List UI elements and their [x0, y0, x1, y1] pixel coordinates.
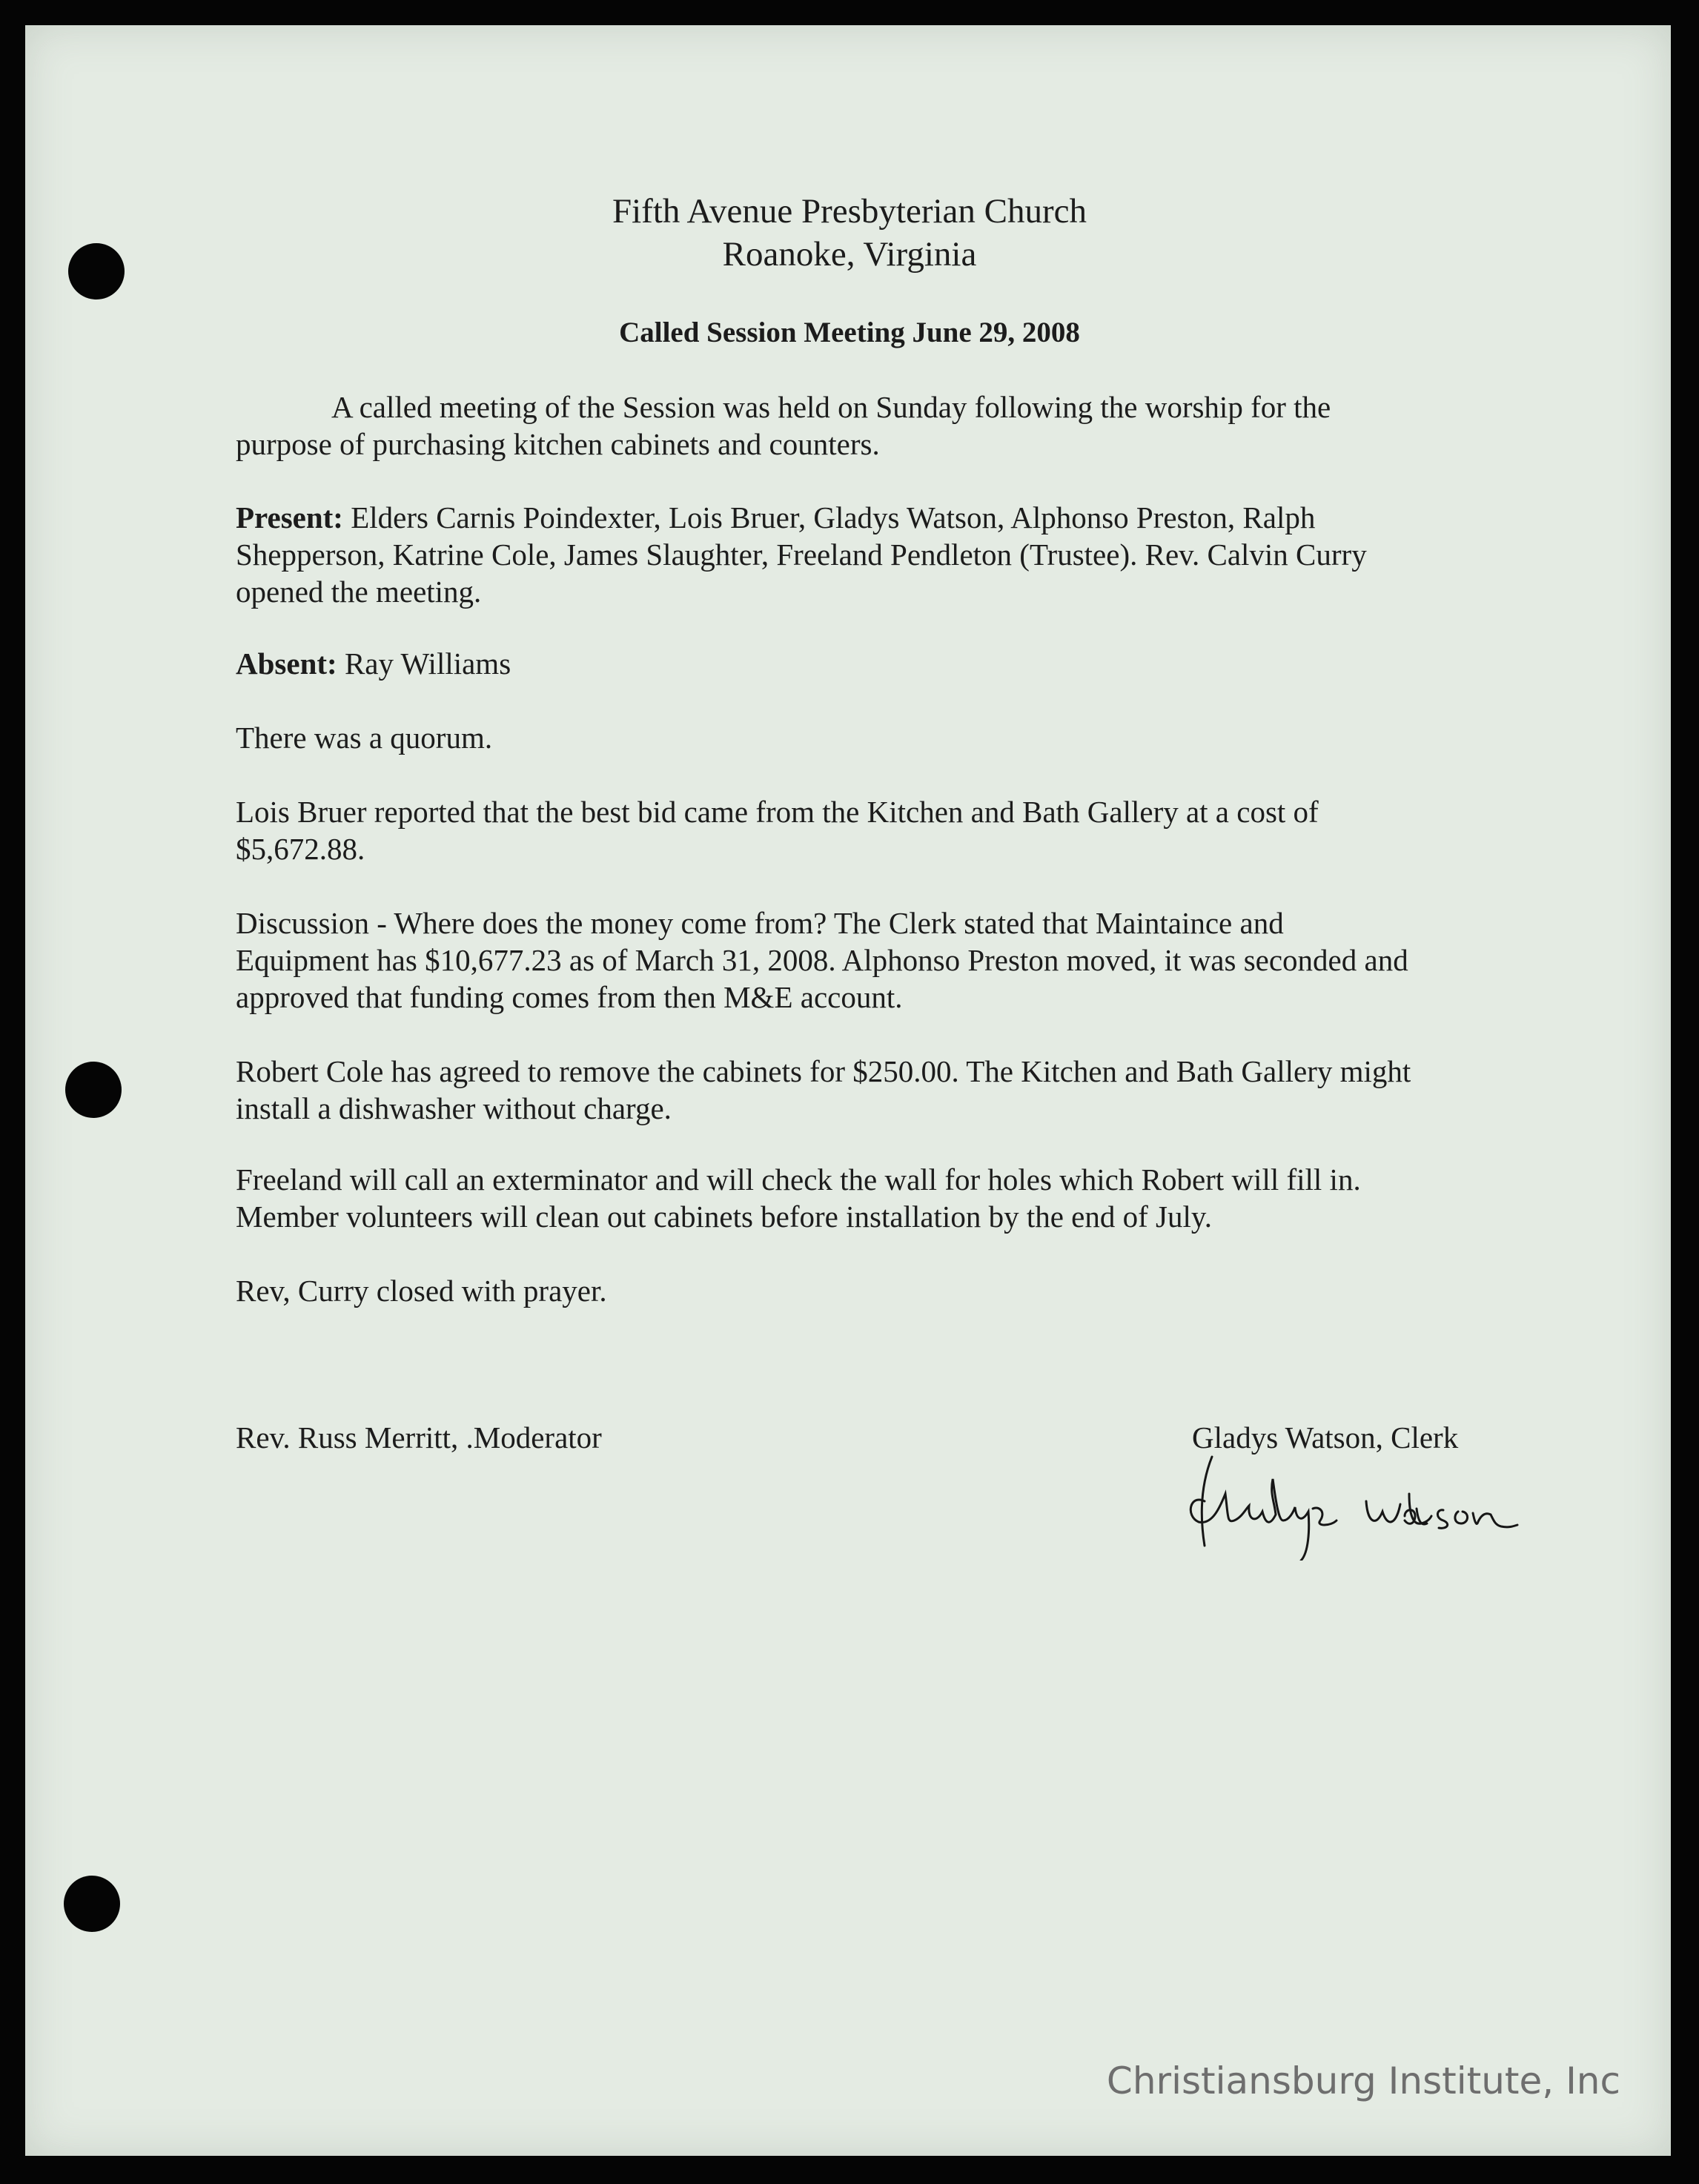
- signature-stroke: [1190, 1457, 1337, 1561]
- present-line-1: [236, 499, 1315, 537]
- absent-names: Ray Williams: [344, 646, 511, 681]
- handwritten-signature: [1182, 1449, 1597, 1561]
- signature-stroke: [1366, 1494, 1517, 1528]
- church-location: Roanoke, Virginia: [722, 235, 977, 274]
- present-label: Present:: [236, 500, 343, 535]
- exterminator-line-1: Freeland will call an exterminator and will check the wall for holes which Robert will fill in.: [236, 1162, 1361, 1197]
- church-name: Fifth Avenue Presbyterian Church: [612, 192, 1087, 231]
- discussion-line-3: approved that funding comes from then M&E account.: [236, 980, 903, 1014]
- moderator-signature-line: Rev. Russ Merritt, .Moderator: [236, 1420, 602, 1455]
- removal-line-1: Robert Cole has agreed to remove the cabinets for $250.00. The Kitchen and Bath Gallery might: [236, 1054, 1411, 1088]
- present-names: Elders Carnis Poindexter, Lois Bruer, Gladys Watson, Alphonso Preston, Ralph: [351, 500, 1316, 535]
- present-line-3: opened the meeting.: [236, 575, 482, 609]
- closing-line: Rev, Curry closed with prayer.: [236, 1274, 607, 1308]
- present-line-2: Shepperson, Katrine Cole, James Slaughter, Freeland Pendleton (Trustee). Rev. Calvin Curry: [236, 537, 1367, 572]
- removal-line-2: install a dishwasher without charge.: [236, 1091, 672, 1125]
- discussion-line-1: Discussion - Where does the money come from? The Clerk stated that Maintaince and: [236, 906, 1284, 940]
- quorum-line: There was a quorum.: [236, 721, 493, 755]
- exterminator-line-2: Member volunteers will clean out cabinets before installation by the end of July.: [236, 1199, 1212, 1234]
- intro-line-2: purpose of purchasing kitchen cabinets and counters.: [236, 427, 880, 461]
- punch-hole-bottom: [64, 1876, 120, 1932]
- bid-line-1: Lois Bruer reported that the best bid came from the Kitchen and Bath Gallery at a cost of: [236, 795, 1319, 829]
- meeting-title: Called Session Meeting June 29, 2008: [619, 317, 1080, 348]
- punch-hole-middle: [65, 1062, 122, 1118]
- absent-label: Absent:: [236, 646, 337, 681]
- discussion-line-2: Equipment has $10,677.23 as of March 31, 2008. Alphonso Preston moved, it was seconded and: [236, 943, 1408, 977]
- absent-line: [236, 645, 511, 683]
- intro-line-1: A called meeting of the Session was held on Sunday following the worship for the: [331, 390, 1331, 424]
- bid-line-2: $5,672.88.: [236, 832, 365, 866]
- clerk-signature-line: Gladys Watson, Clerk: [1192, 1420, 1459, 1455]
- archive-watermark: Christiansburg Institute, Inc: [1106, 2059, 1620, 2102]
